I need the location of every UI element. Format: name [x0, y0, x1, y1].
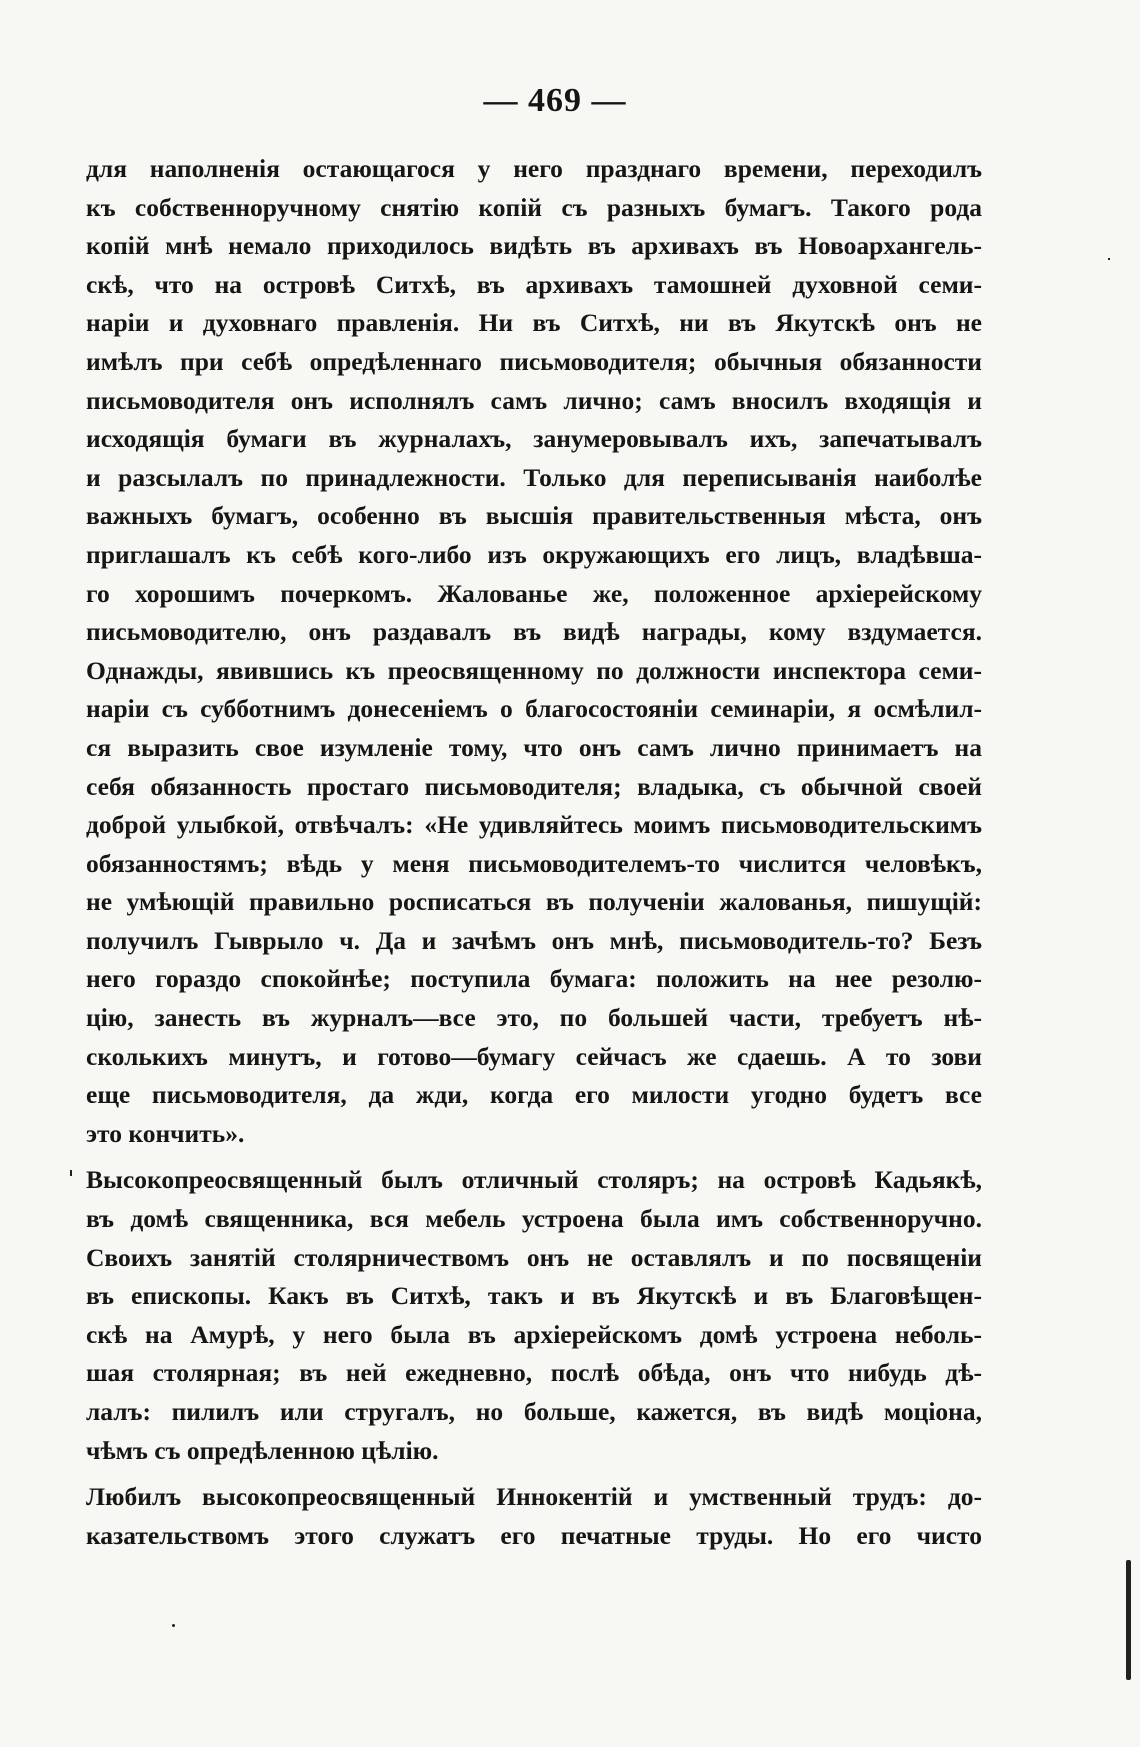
text-line: шая столярная; въ ней ежедневно, послѣ обѣда, онъ что нибудь дѣ- [86, 1358, 982, 1388]
text-line: Своихъ занятій столярничествомъ онъ не оставлялъ и по посвященіи [86, 1242, 982, 1272]
text-line: это кончить». [86, 1118, 245, 1148]
ink-speck [1108, 258, 1110, 260]
scan-edge-mark [1126, 1560, 1131, 1680]
text-line: для наполненія остающагося у него празднаго времени, переходилъ [86, 154, 982, 183]
paragraph-gap [86, 1153, 982, 1161]
text-line: него гораздо спокойнѣе; поступила бумага: положить на нее резолю- [86, 964, 982, 994]
page-number: — 469 — [483, 82, 627, 119]
text-line: цію, занесть въ журналъ—все это, по большей части, требуетъ нѣ- [86, 1003, 982, 1033]
text-line: важныхъ бумагъ, особенно въ высшія правительственныя мѣста, онъ [86, 501, 982, 531]
text-line: въ епископы. Какъ въ Ситхѣ, такъ и въ Якутскѣ и въ Благовѣщен- [86, 1281, 982, 1311]
text-line: доброй улыбкой, отвѣчалъ: «Не удивляйтесь моимъ письмоводительскимъ [86, 810, 982, 840]
text-line: сколькихъ минутъ, и готово—бумагу сейчасъ же сдаешь. А то зови [86, 1041, 982, 1071]
text-line: Однажды, явившись къ преосвященному по должности инспектора семи- [86, 655, 982, 685]
text-line: чѣмъ съ опредѣленною цѣлію. [86, 1435, 439, 1465]
paragraph-3 [86, 1478, 982, 1555]
text-line: обязанностямъ; вѣдь у меня письмоводителемъ-то числится человѣкъ, [86, 848, 982, 878]
text-line: себя обязанность простаго письмоводителя; владыка, съ обычной своей [86, 771, 982, 801]
text-line: Высокопреосвященный былъ отличный столяръ; на островѣ Кадьякѣ, [86, 1165, 982, 1195]
text-line: скѣ на Амурѣ, у него была въ архіерейскомъ домѣ устроена неболь- [86, 1319, 982, 1349]
text-line: приглашалъ къ себѣ кого-либо изъ окружающихъ его лицъ, владѣвша- [86, 539, 982, 569]
text-line: копій мнѣ немало приходилось видѣть въ архивахъ въ Новоархангель- [86, 231, 982, 261]
text-line: письмоводителя онъ исполнялъ самъ лично; самъ вносилъ входящія и [86, 385, 982, 415]
ink-speck [172, 1624, 175, 1627]
text-line: наріи и духовнаго правленія. Ни въ Ситхѣ, ни въ Якутскѣ онъ не [86, 308, 982, 338]
paragraph-1 [86, 150, 982, 1153]
text-line: ся выразить свое изумленіе тому, что онъ самъ лично принимаетъ на [86, 732, 982, 762]
text-line: письмоводителю, онъ раздавалъ въ видѣ награды, кому вздумается. [86, 617, 982, 647]
text-line: Любилъ высокопреосвященный Иннокентій и умственный трудъ: до- [86, 1482, 982, 1512]
text-line: казательствомъ этого служатъ его печатные труды. Но его чисто [86, 1520, 982, 1550]
text-line: не умѣющій правильно росписаться въ полученіи жалованья, пишущій: [86, 887, 982, 917]
text-line: и разсылалъ по принадлежности. Только для переписыванія наиболѣе [86, 462, 982, 492]
ink-speck [70, 1170, 72, 1176]
text-line: наріи съ субботнимъ донесеніемъ о благосостояніи семинаріи, я осмѣлил- [86, 694, 982, 724]
text-line: къ собственноручному снятію копій съ разныхъ бумагъ. Такого рода [86, 192, 982, 222]
page-text [86, 150, 982, 1555]
paragraph-gap [86, 1470, 982, 1478]
text-line: въ домѣ священника, вся мебель устроена была имъ собственноручно. [86, 1204, 982, 1234]
text-line: скѣ, что на островѣ Ситхѣ, въ архивахъ тамошней духовной семи- [86, 269, 982, 299]
text-line: еще письмоводителя, да жди, когда его милости угодно будетъ все [86, 1080, 982, 1110]
text-line: исходящія бумаги въ журналахъ, занумеровывалъ ихъ, запечатывалъ [86, 424, 982, 454]
paragraph-2 [86, 1161, 982, 1470]
text-line: получилъ Гыврыло ч. Да и зачѣмъ онъ мнѣ, письмоводитель-то? Безъ [86, 925, 982, 955]
text-line: имѣлъ при себѣ опредѣленнаго письмоводителя; обычныя обязанности [86, 346, 982, 376]
text-line: лалъ: пилилъ или стругалъ, но больше, кажется, въ видѣ моціона, [86, 1397, 982, 1426]
text-line: го хорошимъ почеркомъ. Жалованье же, положенное архіерейскому [86, 578, 982, 608]
